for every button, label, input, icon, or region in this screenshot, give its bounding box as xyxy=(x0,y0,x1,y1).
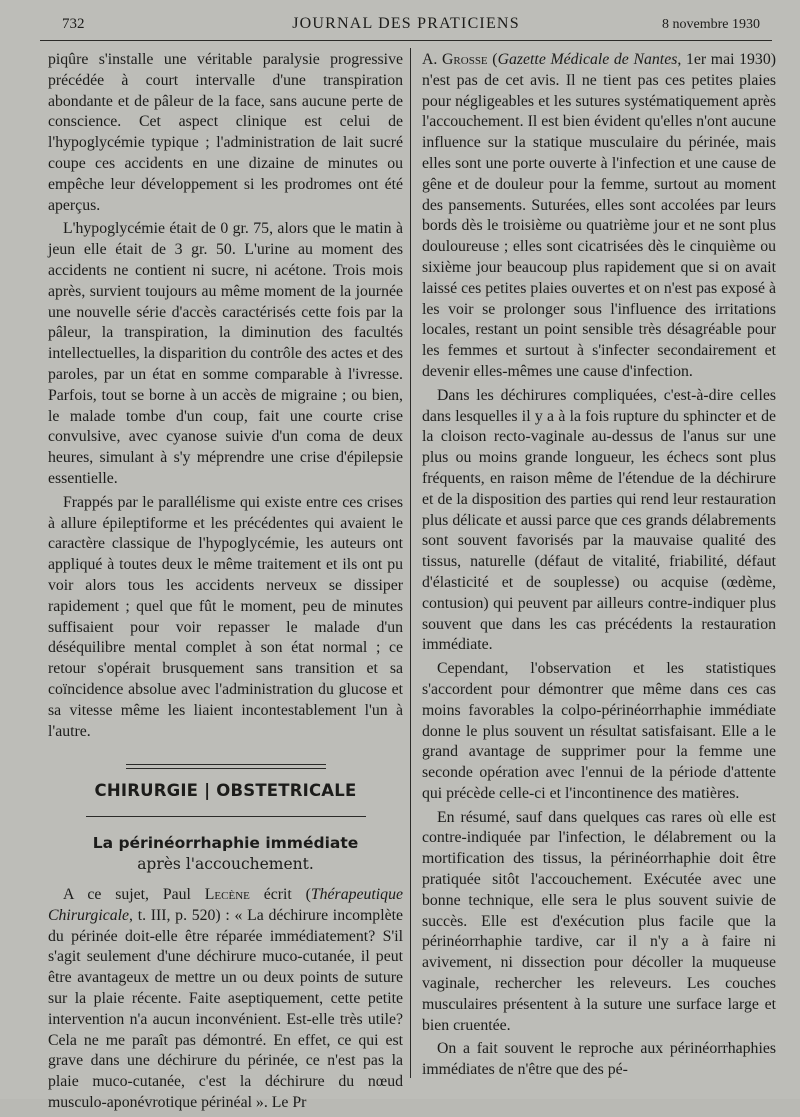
paragraph: Cependant, l'observation et les statistiques s'accordent pour démontrer que même dans ces cas moins favorables la colpo-périnéorrhaphie immédiate donne le plus souvent un résultat satisfaisant. Elle a le grand avantage de supprimer pour la femme une seconde opération avec l'ennui de la période d'attente qui précède celle-ci et l'incontinence des matières. xyxy=(422,660,776,802)
paragraph: En résumé, sauf dans quelques cas rares où elle est contre-indiquée par l'infection, le délabrement ou la mortification des tissus, la périnéorrhaphie doit être pratiquée sitôt l'accouchement. Exécutée avec une bonne technique, elle sera le plus souvent suivie de succès. Elle est d'exécution plus facile que la périnéorrhaphie tardive, car il n'y a à faire ni avivement, ni dissection pour décoller la muqueuse vaginale, rechercher les releveurs. Les couches musculaires présentent à la suture une surface large et bien cruentée. xyxy=(422,808,776,1034)
right-column xyxy=(422,50,776,1084)
text-run: écrit ( xyxy=(249,886,311,904)
paragraph: Dans les déchirures compliquées, c'est-à-dire celles dans lesquelles il y a à la fois rupture du sphincter et de la cloison recto-vaginale au-dessus de l'anus sur une plus ou moins grande longueur, les échecs sont plus fréquents, en raison même de l'étendue de la déchirure et de la disposition des parties qui rend leur restauration plus délicate et aussi parce que ces grands délabrements sont souvent favorisés par la mauvaise qualité des tissus, naturelle (défaut de vitalité, friabilité, défaut d'élasticité et de souplesse) ou acquise (œdème, contusion) qui peuvent par ailleurs contre-indiquer plus souvent que dans les cas précédents la restauration immédiate. xyxy=(422,386,776,654)
page-number: 732 xyxy=(62,16,85,32)
journal-title: JOURNAL DES PRATICIENS xyxy=(292,15,520,32)
paragraph: On a fait souvent le reproche aux périnéorrhaphies immédiates de n'être que des pé- xyxy=(422,1040,776,1079)
book-title: Thérapeutique Chirurgicale xyxy=(48,886,403,924)
section-divider xyxy=(126,764,326,769)
paragraph: Frappés par le parallélisme qui existe entre ces crises à allure épileptiforme et les précédentes qui avaient le caractère classique de l'hypoglycémie, les auteurs ont appliqué à toutes deux le même traitement et ils ont pu voir alors tous les accidents nerveux se dissiper rapidement ; quel que fût le moment, peu de minutes suffisaient pour voir repasser le malade d'un déséquilibre mental complet à son état normal ; ce retour s'opérait brusquement sans transition et sa coïncidence absolue avec l'administration du glucose et sa vitesse même les liaient incontestablement l'un à l'autre. xyxy=(48,493,403,740)
issue-date: 8 novembre 1930 xyxy=(662,17,760,32)
article-title xyxy=(48,833,403,875)
article-title-line-2: après l'accouchement. xyxy=(137,855,314,874)
paragraph xyxy=(422,50,776,383)
title-rule xyxy=(86,816,366,817)
journal-citation: Gazette Médicale de Nantes xyxy=(497,51,678,68)
author-name: A. Grosse xyxy=(422,51,488,68)
section-title: CHIRURGIE | OBSTETRICALE xyxy=(94,781,357,801)
text-run: , t. III, p. 520) : « La déchirure incomplète du périnée doit-elle être réparée immédiatement? S'il s'agit seulement d'une déchirure muco-cutanée, il peut être avantageux de mettre un ou deux points de suture sur la plaie récente. Faite aseptiquement, cette petite intervention n'a aucun inconvénient. Est-elle très utile? Cela ne me paraît pas démontré. En effet, ce qui est grave dans une déchirure du périnée, ce n'est pas la plaie muco-cutanée, c'est la déchirure du nœud musculo-aponévrotique périnéal ». Le Pr xyxy=(48,906,403,1112)
text-run: , 1er mai 1930) n'est pas de cet avis. Il ne tient pas ces petites plaies pour négligeables et les sutures systématiquement après l'accouchement. Il est bien évident qu'elles n'ont aucune influence sur la statique musculaire du périnée, mais elles sont une porte ouverte à l'infection et une cause de gêne et de douleur pour la femme, surtout au moment des pansements. Suturées, elles sont accolées par leurs bords dès le troisième ou quatrième jour et ne sont plus douloureuse ; elles sont cicatrisées dès le cinquième ou sixième jour beaucoup plus rapidement que si on avait laissé ces petites plaies ouvertes et on n'est pas exposé à les voir se prolonger sous l'influence des irritations locales, restant un point sensible très désagréable pour les femmes et surtout à s'infecter secondairement et devenir elles-mêmes une cause d'infection. xyxy=(422,51,776,380)
column-divider xyxy=(410,48,411,1078)
page-header xyxy=(40,12,772,41)
text-run: A ce sujet, Paul xyxy=(63,886,205,904)
left-column xyxy=(48,50,403,1117)
paragraph xyxy=(48,885,403,1114)
article-title-line-1: La périnéorrhaphie immédiate xyxy=(92,834,359,853)
author-name: Lecène xyxy=(204,886,250,904)
paragraph: piqûre s'installe une véritable paralysie progressive précédée à court intervalle d'une transpiration abondante et de pâleur de la face, sans aucune perte de conscience. Cet aspect clinique est celui de l'hypoglycémie typique ; l'administration de lait sucré coupe ces accidents en une dizaine de minutes ou empêche leur développement si les prodromes ont été aperçus. xyxy=(48,51,403,214)
text-run: ( xyxy=(487,51,498,68)
paragraph: L'hypoglycémie était de 0 gr. 75, alors que le matin à jeun elle était de 3 gr. 50. L'urine au moment des accidents ne contient ni sucre, ni acétone. Trois mois après, survient toujours au même moment de la journée une nouvelle série d'accès caractérisés cette fois par la pâleur, la transpiration, la diminution des facultés intellectuelles, la disparition du contrôle des actes et des paroles, par un état en somme comparable à l'ivresse. Parfois, tout se borne à un accès de migraine ; ou bien, le malade tombe d'un coup, fait une courte crise convulsive, avec cyanose suivie d'un coma de deux heures, simulant à s'y méprendre une crise d'épilepsie essentielle. xyxy=(48,220,403,487)
